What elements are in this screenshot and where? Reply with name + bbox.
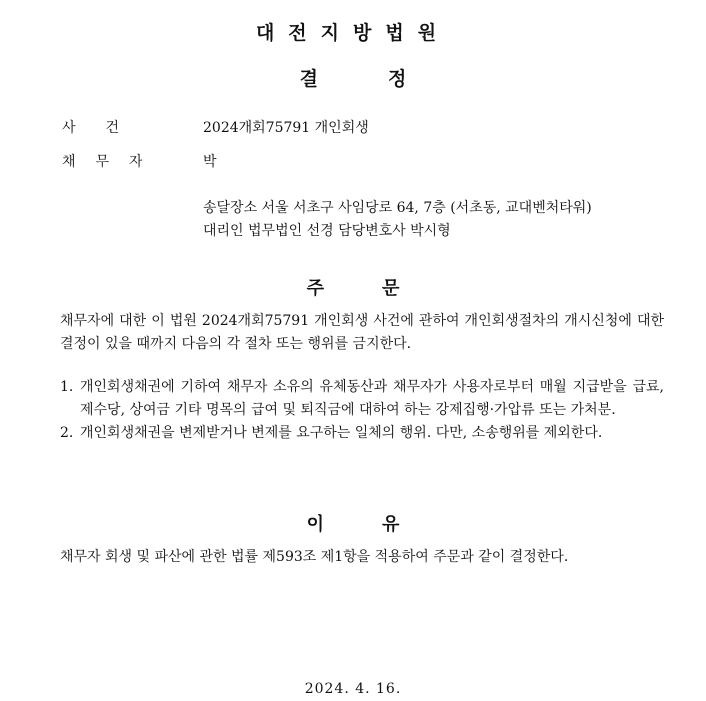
court-name: 대전지방법원 xyxy=(255,22,451,44)
order-intro: 채무자에 대한 이 법원 2024개회75791 개인회생 사건에 관하여 개인회생절차의 개시신청에 대한 결정이 있을 때까지 다음의 각 절차 또는 행위를 금지한다. xyxy=(60,313,664,352)
order-item-text: 개인회생채권을 변제받거나 변제를 요구하는 일체의 행위. 다만, 소송행위를 제외한다. xyxy=(80,425,603,441)
order-item xyxy=(60,376,664,422)
case-label: 사건 xyxy=(62,120,150,136)
debtor-name: 박 xyxy=(203,154,217,170)
reason-text: 채무자 회생 및 파산에 관한 법률 제593조 제1항을 적용하여 주문과 같이 결정한다. xyxy=(60,549,569,565)
debtor-label: 채무자 xyxy=(62,154,163,170)
document-title: 결정 xyxy=(299,68,477,90)
case-value: 2024개회75791 개인회생 xyxy=(203,120,369,136)
order-title: 주문 xyxy=(306,278,458,299)
debtor-address: 송달장소 서울 서초구 사임당로 64, 7층 (서초동, 교대벤처타워) xyxy=(203,200,592,216)
debtor-agent: 대리인 법무법인 선경 담당변호사 박시형 xyxy=(203,223,451,239)
decision-date: 2024. 4. 16. xyxy=(304,681,402,697)
order-item xyxy=(60,422,664,445)
order-item-number: 1. xyxy=(60,379,74,395)
order-item-number: 2. xyxy=(60,425,74,441)
order-list xyxy=(60,376,664,445)
reason-title: 이유 xyxy=(306,514,458,535)
order-item-text: 개인회생채권에 기하여 채무자 소유의 유체동산과 채무자가 사용자로부터 매월 지급받을 급료, 제수당, 상여금 기타 명목의 급여 및 퇴직금에 대하여 하는 강제집행·가압류 또는 가처분. xyxy=(80,379,664,418)
